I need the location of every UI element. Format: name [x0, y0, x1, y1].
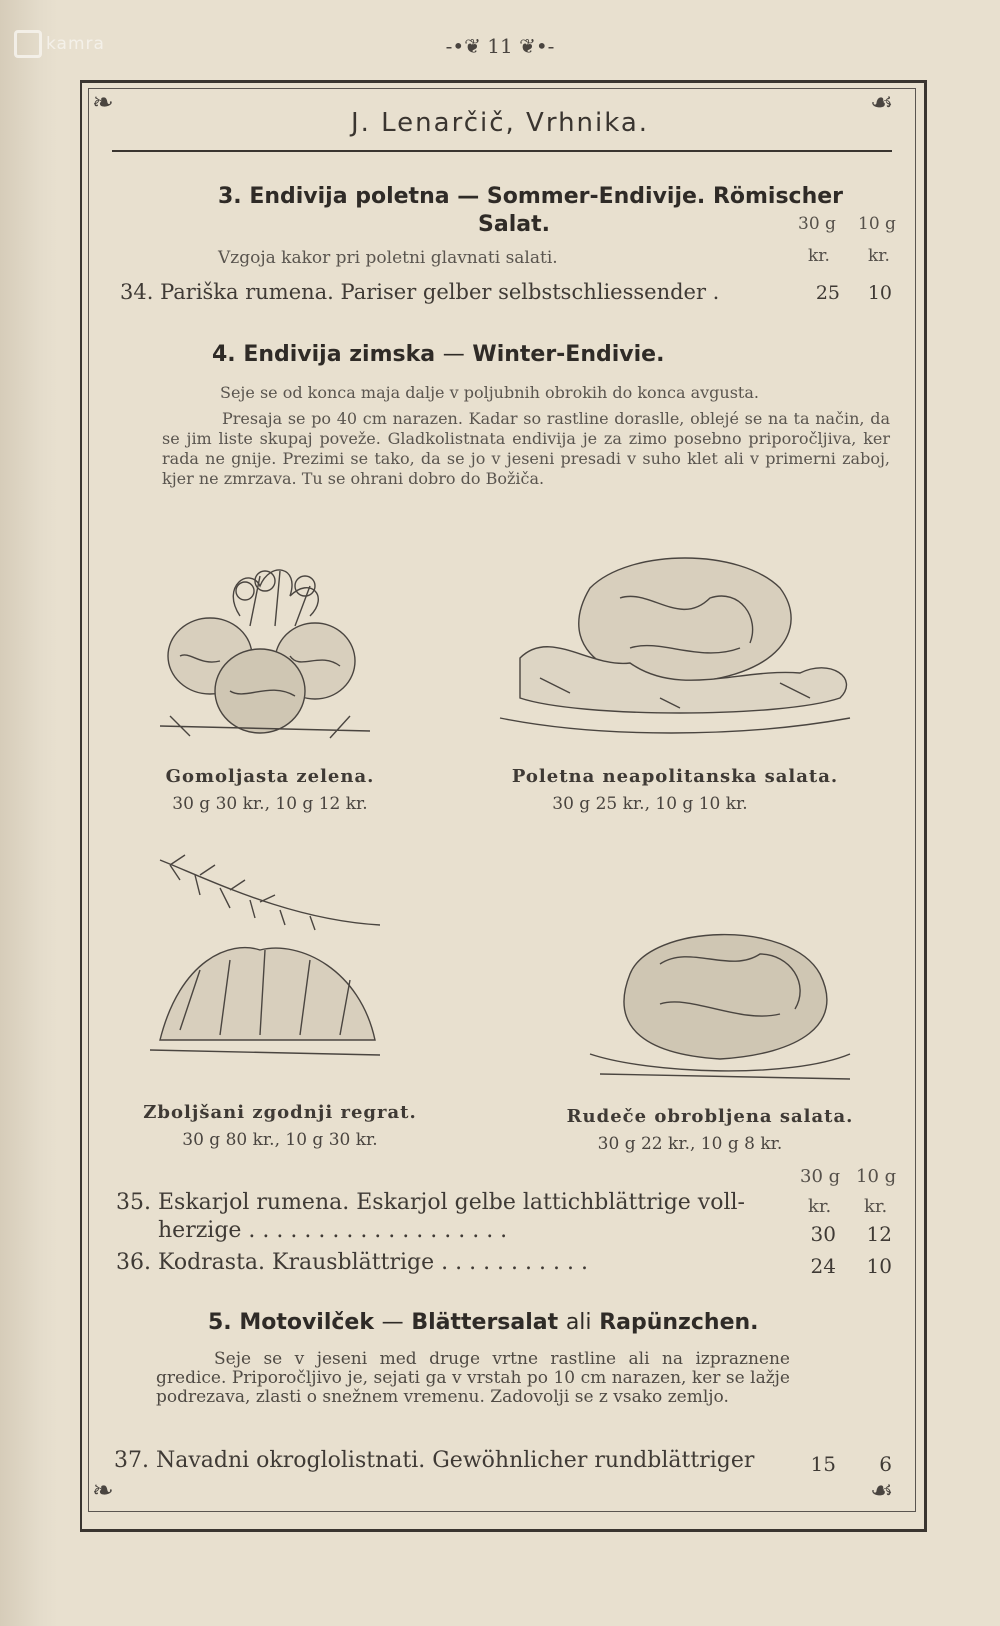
section4-title-b: Winter-Endivie. — [472, 342, 665, 367]
illustration-1-price: 30 g 30 kr., 10 g 12 kr. — [172, 794, 368, 814]
section3-note: Vzgoja kakor pri poletni glavnati salati. — [218, 248, 558, 268]
unit-kr-10: kr. — [868, 246, 890, 266]
item-37-label: 37. Navadni okroglolistnati. Gewöhnlicher rundblättriger — [114, 1448, 755, 1473]
item-36-label: 36. Kodrasta. Krausblättrige . . . . . . . . . . . — [116, 1250, 588, 1275]
section5-title-b: Blättersalat — [411, 1310, 559, 1335]
col-header-10g: 10 g — [856, 1166, 897, 1187]
celeriac-illustration — [150, 556, 380, 756]
unit-kr-10: kr. — [864, 1196, 888, 1217]
unit-kr-30: kr. — [808, 1196, 832, 1217]
illustration-4-price: 30 g 22 kr., 10 g 8 kr. — [597, 1134, 783, 1154]
item-34-label: 34. Pariška rumena. Pariser gelber selbstschliessender . — [120, 280, 720, 304]
lettuce-illustration — [480, 548, 870, 758]
illustration-2-price: 30 g 25 kr., 10 g 10 kr. — [552, 794, 748, 814]
item-35-line1: 35. Eskarjol rumena. Eskarjol gelbe lattichblättrige voll- — [116, 1190, 745, 1215]
item-35-line2: herzige . . . . . . . . . . . . . . . . . . . — [158, 1218, 508, 1243]
section3-title-line2: Salat. — [478, 212, 550, 237]
corner-ornament-icon: ❧ — [92, 88, 114, 118]
page-title: J. Lenarčič, Vrhnika. — [350, 108, 650, 138]
section5-title-d: Rapünzchen. — [599, 1310, 759, 1335]
section5-para: Seje se v jeseni med druge vrtne rastline ali na izpraznene gredice. Priporočljivo je, sejati ga v vrstah po 10 cm narazen, ker se lažje podrezava, zlasti o snežnem vremenu. Zadovolji se z vsako zemljo. — [156, 1349, 790, 1407]
illustration-3-price: 30 g 80 kr., 10 g 30 kr. — [182, 1130, 378, 1150]
item-34-price-30g: 25 — [815, 282, 840, 304]
section4-para2: Presaja se po 40 cm narazen. Kadar so rastline doraslle, oblejé se na ta način, da se jim liste skupaj poveže. Gladkolistnata endivija je za zimo posebno priporočljiva, ker rada ne gnije. Prezimi se tako, da se jo v jeseni presadi v suho klet ali v primerni zaboj, kjer ne zmrzava. Tu se ohrani dobro do Božiča. — [162, 409, 890, 488]
page-gutter — [0, 0, 58, 1626]
item-36-price-10g: 10 — [866, 1254, 892, 1278]
header-divider — [112, 150, 892, 152]
illustration-1-caption: Gomoljasta zelena. — [165, 766, 375, 787]
illustration-3-caption: Zboljšani zgodnji regrat. — [143, 1102, 417, 1123]
section5-title-a: 5. Motovilček — [208, 1310, 374, 1335]
item-37-price-10g: 6 — [879, 1452, 892, 1476]
section4-title-a: 4. Endivija zimska — [212, 342, 436, 367]
section5-dash: — — [381, 1310, 404, 1335]
item-37-price-30g: 15 — [810, 1452, 836, 1476]
corner-ornament-icon: ☙ — [870, 1476, 894, 1506]
item-35-price-10g: 12 — [866, 1222, 892, 1246]
section4-para1: Seje se od konca maja dalje v poljubnih obrokih do konca avgusta. — [220, 383, 759, 402]
section4-dash: — — [442, 342, 465, 367]
corner-ornament-icon: ☙ — [870, 88, 894, 118]
red-lettuce-illustration — [570, 914, 870, 1094]
item-35-price-30g: 30 — [810, 1222, 836, 1246]
section4-title — [212, 342, 664, 367]
unit-kr-30: kr. — [808, 246, 830, 266]
illustration-4-caption: Rudeče obrobljena salata. — [566, 1106, 854, 1127]
section5-title — [208, 1310, 759, 1335]
illustration-2-caption: Poletna neapolitanska salata. — [511, 766, 839, 787]
item-34-price-10g: 10 — [867, 282, 892, 304]
corner-ornament-icon: ❧ — [92, 1476, 114, 1506]
watermark-text: kamra — [46, 34, 105, 54]
section5-title-c: ali — [565, 1310, 592, 1335]
col-header-30g: 30 g — [800, 1166, 841, 1187]
col-header-30g: 30 g — [798, 214, 836, 234]
section3-title-line1: 3. Endivija poletna — Sommer-Endivije. Römischer — [218, 184, 844, 209]
dandelion-illustration — [140, 850, 390, 1090]
col-header-10g: 10 g — [858, 214, 896, 234]
item-36-price-30g: 24 — [810, 1254, 836, 1278]
page-number: -•❦ 11 ❦•- — [445, 34, 555, 58]
